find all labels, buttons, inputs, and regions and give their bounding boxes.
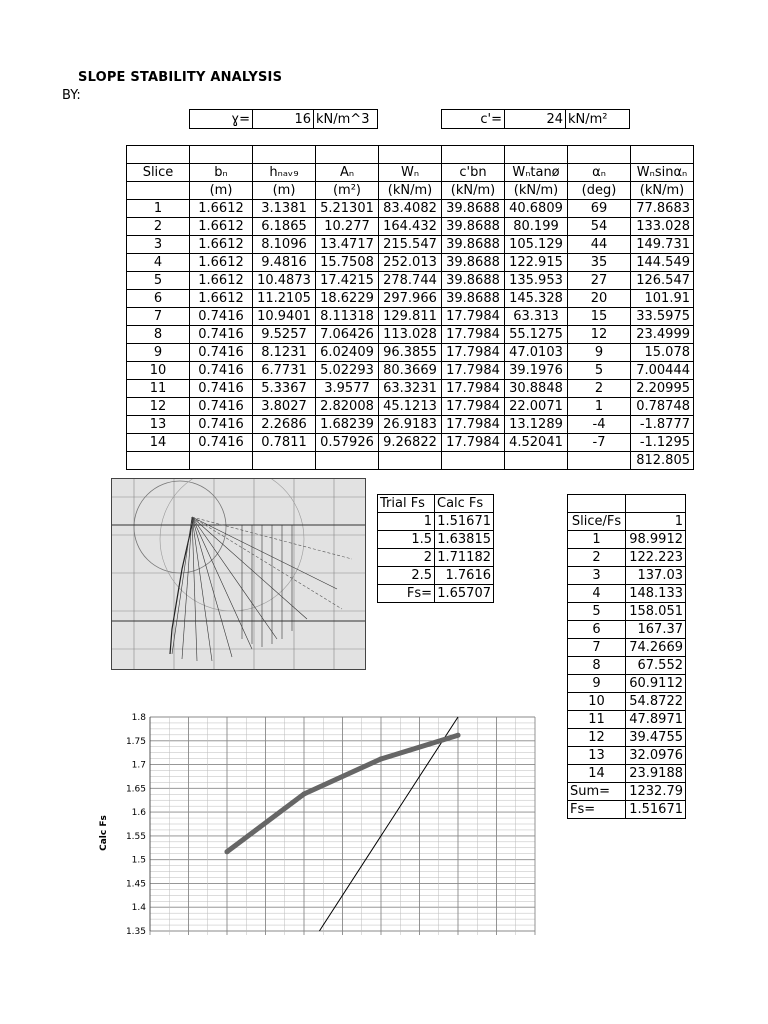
y-tick-label: 1.65 bbox=[125, 784, 146, 795]
column-header: Aₙ bbox=[316, 164, 379, 182]
table-row bbox=[127, 200, 694, 218]
blank-cell bbox=[505, 452, 568, 470]
table-cell: 10.9401 bbox=[253, 308, 316, 326]
table-cell: 40.6809 bbox=[505, 200, 568, 218]
table-cell: 6 bbox=[127, 290, 190, 308]
y-tick-label: 1.55 bbox=[125, 831, 146, 842]
table-cell: 1.6612 bbox=[190, 254, 253, 272]
table-cell: 39.1976 bbox=[505, 362, 568, 380]
trial-final-cell: Fs= bbox=[378, 585, 435, 603]
slice-header: 1 bbox=[626, 513, 686, 531]
table-cell: 17.7984 bbox=[442, 344, 505, 362]
table-row bbox=[127, 434, 694, 452]
column-unit: (kN/m) bbox=[379, 182, 442, 200]
table-cell: 0.57926 bbox=[316, 434, 379, 452]
table-cell: 135.953 bbox=[505, 272, 568, 290]
column-unit: (deg) bbox=[568, 182, 631, 200]
slice-sum-row bbox=[568, 783, 686, 801]
slice-cell: 9 bbox=[568, 675, 626, 693]
table-cell: 3 bbox=[127, 236, 190, 254]
chart-point bbox=[379, 756, 384, 761]
column-header: c'bn bbox=[442, 164, 505, 182]
table-cell: 9 bbox=[568, 344, 631, 362]
slice-cell: 167.37 bbox=[626, 621, 686, 639]
table-cell: 5 bbox=[568, 362, 631, 380]
slice-cell: 98.9912 bbox=[626, 531, 686, 549]
table-cell: 0.7416 bbox=[190, 416, 253, 434]
slice-cell: 2 bbox=[568, 549, 626, 567]
blank-cell bbox=[442, 146, 505, 164]
slice-fs-row bbox=[568, 801, 686, 819]
table-cell: 8.1096 bbox=[253, 236, 316, 254]
table-cell: 17.7984 bbox=[442, 326, 505, 344]
slice-row bbox=[568, 603, 686, 621]
chart-y-axis-label: Calc Fs bbox=[99, 815, 109, 851]
table-cell: 18.6229 bbox=[316, 290, 379, 308]
table-row bbox=[127, 236, 694, 254]
table-cell: 0.7416 bbox=[190, 308, 253, 326]
blank-cell bbox=[379, 452, 442, 470]
trial-row bbox=[378, 531, 494, 549]
trial-header: Trial Fs bbox=[378, 495, 435, 513]
table-cell: 10 bbox=[127, 362, 190, 380]
slice-cell: 8 bbox=[568, 657, 626, 675]
table-cell: 5.21301 bbox=[316, 200, 379, 218]
slice-row bbox=[568, 549, 686, 567]
slice-cell: 67.552 bbox=[626, 657, 686, 675]
table-cell: 1.6612 bbox=[190, 272, 253, 290]
slice-cell: 23.9188 bbox=[626, 765, 686, 783]
table-cell: 10.4873 bbox=[253, 272, 316, 290]
table-cell: 39.8688 bbox=[442, 236, 505, 254]
table-row bbox=[127, 290, 694, 308]
chart-y-tick-labels bbox=[126, 713, 146, 937]
table-cell: 5.02293 bbox=[316, 362, 379, 380]
slice-cell: 74.2669 bbox=[626, 639, 686, 657]
table-cell: -7 bbox=[568, 434, 631, 452]
table-cell: 13.1289 bbox=[505, 416, 568, 434]
table-cell: 17.7984 bbox=[442, 380, 505, 398]
table-cell: 144.549 bbox=[631, 254, 694, 272]
table-cell: 3.1381 bbox=[253, 200, 316, 218]
table-cell: 1.6612 bbox=[190, 200, 253, 218]
trial-header: Calc Fs bbox=[435, 495, 494, 513]
slice-cell: 11 bbox=[568, 711, 626, 729]
slice-cell: 148.133 bbox=[626, 585, 686, 603]
slice-cell: 1 bbox=[568, 531, 626, 549]
chart-point bbox=[225, 849, 230, 854]
table-cell: 0.7416 bbox=[190, 326, 253, 344]
table-row bbox=[127, 272, 694, 290]
slice-row bbox=[568, 729, 686, 747]
table-cell: 6.7731 bbox=[253, 362, 316, 380]
table-cell: 17.7984 bbox=[442, 362, 505, 380]
table-cell: 9.4816 bbox=[253, 254, 316, 272]
y-tick-label: 1.5 bbox=[131, 855, 146, 866]
table-cell: 149.731 bbox=[631, 236, 694, 254]
slice-cell: 5 bbox=[568, 603, 626, 621]
slice-blank-row bbox=[568, 495, 686, 513]
table-row bbox=[127, 398, 694, 416]
table-cell: 63.313 bbox=[505, 308, 568, 326]
table-cell: 278.744 bbox=[379, 272, 442, 290]
table-cell: 3.9577 bbox=[316, 380, 379, 398]
cohesion-table bbox=[441, 109, 630, 129]
slice-cell: 47.8971 bbox=[626, 711, 686, 729]
chart-point bbox=[456, 733, 461, 738]
trial-cell: 1 bbox=[378, 513, 435, 531]
slice-cell: 158.051 bbox=[626, 603, 686, 621]
table-cell: 1.68239 bbox=[316, 416, 379, 434]
table-cell: 297.966 bbox=[379, 290, 442, 308]
table-cell: 47.0103 bbox=[505, 344, 568, 362]
trial-cell: 1.71182 bbox=[435, 549, 494, 567]
table-row bbox=[127, 218, 694, 236]
table-cell: 11 bbox=[127, 380, 190, 398]
table-cell: 1.6612 bbox=[190, 290, 253, 308]
y-tick-label: 1.75 bbox=[125, 736, 146, 747]
table-cell: 39.8688 bbox=[442, 218, 505, 236]
table-cell: 14 bbox=[127, 434, 190, 452]
column-header: αₙ bbox=[568, 164, 631, 182]
table-cell: 22.0071 bbox=[505, 398, 568, 416]
slice-row bbox=[568, 657, 686, 675]
table-row bbox=[127, 308, 694, 326]
table-cell: -1.8777 bbox=[631, 416, 694, 434]
table-cell: 17.7984 bbox=[442, 416, 505, 434]
table-cell: 10.277 bbox=[316, 218, 379, 236]
table-row-blank bbox=[127, 146, 694, 164]
trial-row bbox=[378, 513, 494, 531]
trial-row bbox=[378, 567, 494, 585]
y-tick-label: 1.45 bbox=[125, 879, 146, 890]
column-unit: (kN/m) bbox=[442, 182, 505, 200]
trial-cell: 1.5 bbox=[378, 531, 435, 549]
table-total-row bbox=[127, 452, 694, 470]
blank-cell bbox=[253, 146, 316, 164]
table-cell: 0.7416 bbox=[190, 362, 253, 380]
slice-cell: 7 bbox=[568, 639, 626, 657]
table-cell: 13 bbox=[127, 416, 190, 434]
blank-cell bbox=[316, 146, 379, 164]
chart-point bbox=[302, 791, 307, 796]
table-cell: 2 bbox=[568, 380, 631, 398]
slice-cell: 137.03 bbox=[626, 567, 686, 585]
y-tick-label: 1.35 bbox=[125, 927, 146, 937]
y-tick-label: 1.4 bbox=[131, 903, 146, 914]
trial-cell: 2 bbox=[378, 549, 435, 567]
y-tick-label: 1.6 bbox=[131, 808, 146, 819]
table-cell: 96.3855 bbox=[379, 344, 442, 362]
slice-fs-row-value: 1.51671 bbox=[626, 801, 686, 819]
total-cell: 812.805 bbox=[631, 452, 694, 470]
trial-cell: 2.5 bbox=[378, 567, 435, 585]
gamma-table bbox=[189, 109, 378, 129]
blank-cell bbox=[190, 146, 253, 164]
blank-cell bbox=[379, 146, 442, 164]
blank-cell bbox=[626, 495, 686, 513]
table-cell: 5.3367 bbox=[253, 380, 316, 398]
trial-header-row bbox=[378, 495, 494, 513]
slice-header-row bbox=[568, 513, 686, 531]
table-row bbox=[127, 362, 694, 380]
slice-cell: 39.4755 bbox=[626, 729, 686, 747]
slice-sum-row-label: Sum= bbox=[568, 783, 626, 801]
table-cell: 17.7984 bbox=[442, 398, 505, 416]
slice-cell: 12 bbox=[568, 729, 626, 747]
cohesion-value[interactable]: 24 bbox=[505, 110, 566, 129]
table-cell: 133.028 bbox=[631, 218, 694, 236]
slice-header: Slice/Fs bbox=[568, 513, 626, 531]
table-units-row bbox=[127, 182, 694, 200]
table-cell: 113.028 bbox=[379, 326, 442, 344]
trial-final-row bbox=[378, 585, 494, 603]
column-header: bₙ bbox=[190, 164, 253, 182]
table-cell: 35 bbox=[568, 254, 631, 272]
table-cell: 26.9183 bbox=[379, 416, 442, 434]
table-cell: 80.3669 bbox=[379, 362, 442, 380]
table-cell: 8 bbox=[127, 326, 190, 344]
table-cell: 12 bbox=[568, 326, 631, 344]
table-cell: 8.1231 bbox=[253, 344, 316, 362]
table-row bbox=[127, 380, 694, 398]
slice-row bbox=[568, 711, 686, 729]
slice-calculation-table bbox=[126, 145, 694, 470]
slice-row bbox=[568, 693, 686, 711]
column-unit bbox=[127, 182, 190, 200]
table-cell: 0.78748 bbox=[631, 398, 694, 416]
table-cell: 6.02409 bbox=[316, 344, 379, 362]
blank-cell bbox=[505, 146, 568, 164]
chart-grid bbox=[150, 717, 535, 935]
table-cell: 39.8688 bbox=[442, 272, 505, 290]
table-cell: 9.5257 bbox=[253, 326, 316, 344]
table-cell: -1.1295 bbox=[631, 434, 694, 452]
table-cell: 129.811 bbox=[379, 308, 442, 326]
blank-cell bbox=[127, 146, 190, 164]
y-tick-label: 1.7 bbox=[131, 760, 146, 771]
column-unit: (kN/m) bbox=[631, 182, 694, 200]
table-cell: 145.328 bbox=[505, 290, 568, 308]
table-cell: 0.7416 bbox=[190, 344, 253, 362]
table-cell: 83.4082 bbox=[379, 200, 442, 218]
table-cell: 0.7416 bbox=[190, 380, 253, 398]
blank-cell bbox=[190, 452, 253, 470]
table-cell: 9.26822 bbox=[379, 434, 442, 452]
table-cell: 5 bbox=[127, 272, 190, 290]
slice-cell: 3 bbox=[568, 567, 626, 585]
table-cell: -4 bbox=[568, 416, 631, 434]
slice-row bbox=[568, 747, 686, 765]
table-cell: 7.06426 bbox=[316, 326, 379, 344]
table-cell: 0.7416 bbox=[190, 398, 253, 416]
trial-final-cell: 1.65707 bbox=[435, 585, 494, 603]
table-cell: 33.5975 bbox=[631, 308, 694, 326]
table-row bbox=[127, 254, 694, 272]
table-cell: 7.00444 bbox=[631, 362, 694, 380]
slice-cell: 4 bbox=[568, 585, 626, 603]
slice-row bbox=[568, 567, 686, 585]
blank-cell bbox=[631, 146, 694, 164]
trial-fs-table bbox=[377, 494, 494, 603]
column-header: Slice bbox=[127, 164, 190, 182]
table-cell: 17.7984 bbox=[442, 308, 505, 326]
table-header-row bbox=[127, 164, 694, 182]
table-cell: 6.1865 bbox=[253, 218, 316, 236]
table-cell: 105.129 bbox=[505, 236, 568, 254]
table-cell: 39.8688 bbox=[442, 254, 505, 272]
column-header: Wₙtanø bbox=[505, 164, 568, 182]
table-cell: 69 bbox=[568, 200, 631, 218]
table-cell: 2 bbox=[127, 218, 190, 236]
table-cell: 27 bbox=[568, 272, 631, 290]
page-title: SLOPE STABILITY ANALYSIS bbox=[78, 70, 283, 85]
y-tick-label: 1.8 bbox=[131, 713, 146, 723]
table-cell: 122.915 bbox=[505, 254, 568, 272]
table-cell: 4.52041 bbox=[505, 434, 568, 452]
table-cell: 15 bbox=[568, 308, 631, 326]
slice-row bbox=[568, 585, 686, 603]
slice-row bbox=[568, 675, 686, 693]
slice-cell: 54.8722 bbox=[626, 693, 686, 711]
table-row bbox=[127, 326, 694, 344]
table-cell: 54 bbox=[568, 218, 631, 236]
trial-cell: 1.63815 bbox=[435, 531, 494, 549]
table-cell: 7 bbox=[127, 308, 190, 326]
table-cell: 11.2105 bbox=[253, 290, 316, 308]
table-cell: 1 bbox=[568, 398, 631, 416]
cohesion-label: c'= bbox=[442, 110, 505, 129]
blank-cell bbox=[253, 452, 316, 470]
column-header: Wₙsinαₙ bbox=[631, 164, 694, 182]
blank-cell bbox=[568, 495, 626, 513]
table-cell: 13.4717 bbox=[316, 236, 379, 254]
gamma-unit: kN/m^3 bbox=[314, 110, 378, 129]
table-cell: 3.8027 bbox=[253, 398, 316, 416]
column-unit: (m²) bbox=[316, 182, 379, 200]
table-cell: 215.547 bbox=[379, 236, 442, 254]
table-cell: 101.91 bbox=[631, 290, 694, 308]
slice-row bbox=[568, 765, 686, 783]
slice-cell: 14 bbox=[568, 765, 626, 783]
table-cell: 39.8688 bbox=[442, 200, 505, 218]
slice-cell: 10 bbox=[568, 693, 626, 711]
slice-cell: 13 bbox=[568, 747, 626, 765]
table-cell: 0.7811 bbox=[253, 434, 316, 452]
slice-row bbox=[568, 531, 686, 549]
table-cell: 8.11318 bbox=[316, 308, 379, 326]
table-cell: 2.20995 bbox=[631, 380, 694, 398]
table-cell: 44 bbox=[568, 236, 631, 254]
slice-cell: 6 bbox=[568, 621, 626, 639]
table-cell: 4 bbox=[127, 254, 190, 272]
column-header: Wₙ bbox=[379, 164, 442, 182]
table-cell: 2.82008 bbox=[316, 398, 379, 416]
table-cell: 164.432 bbox=[379, 218, 442, 236]
table-cell: 1.6612 bbox=[190, 218, 253, 236]
table-cell: 15.7508 bbox=[316, 254, 379, 272]
table-cell: 12 bbox=[127, 398, 190, 416]
slope-diagram-drawing bbox=[112, 479, 365, 669]
table-cell: 252.013 bbox=[379, 254, 442, 272]
table-cell: 39.8688 bbox=[442, 290, 505, 308]
slice-cell: 122.223 bbox=[626, 549, 686, 567]
blank-cell bbox=[127, 452, 190, 470]
table-cell: 30.8848 bbox=[505, 380, 568, 398]
by-label: BY: bbox=[62, 88, 81, 103]
table-row bbox=[127, 344, 694, 362]
column-unit: (kN/m) bbox=[505, 182, 568, 200]
table-cell: 15.078 bbox=[631, 344, 694, 362]
slope-diagram-image bbox=[111, 478, 366, 670]
table-cell: 2.2686 bbox=[253, 416, 316, 434]
slice-cell: 60.9112 bbox=[626, 675, 686, 693]
blank-cell bbox=[568, 452, 631, 470]
slice-row bbox=[568, 621, 686, 639]
table-cell: 80.199 bbox=[505, 218, 568, 236]
table-cell: 0.7416 bbox=[190, 434, 253, 452]
calc-fs-chart bbox=[90, 705, 550, 945]
gamma-value[interactable]: 16 bbox=[253, 110, 314, 129]
slice-sum-row-value: 1232.79 bbox=[626, 783, 686, 801]
slice-row bbox=[568, 639, 686, 657]
table-cell: 1 bbox=[127, 200, 190, 218]
table-cell: 55.1275 bbox=[505, 326, 568, 344]
blank-cell bbox=[568, 146, 631, 164]
trial-row bbox=[378, 549, 494, 567]
slice-cell: 32.0976 bbox=[626, 747, 686, 765]
table-cell: 45.1213 bbox=[379, 398, 442, 416]
blank-cell bbox=[442, 452, 505, 470]
slice-fs-table bbox=[567, 494, 686, 819]
table-cell: 77.8683 bbox=[631, 200, 694, 218]
table-cell: 63.3231 bbox=[379, 380, 442, 398]
blank-cell bbox=[316, 452, 379, 470]
table-cell: 23.4999 bbox=[631, 326, 694, 344]
column-unit: (m) bbox=[253, 182, 316, 200]
column-unit: (m) bbox=[190, 182, 253, 200]
table-cell: 20 bbox=[568, 290, 631, 308]
trial-cell: 1.7616 bbox=[435, 567, 494, 585]
cohesion-unit: kN/m² bbox=[566, 110, 630, 129]
table-cell: 9 bbox=[127, 344, 190, 362]
table-cell: 17.4215 bbox=[316, 272, 379, 290]
column-header: hₙₐᵥ₉ bbox=[253, 164, 316, 182]
trial-cell: 1.51671 bbox=[435, 513, 494, 531]
slice-fs-row-label: Fs= bbox=[568, 801, 626, 819]
table-cell: 126.547 bbox=[631, 272, 694, 290]
table-row bbox=[127, 416, 694, 434]
gamma-label: ɣ= bbox=[190, 110, 253, 129]
table-cell: 1.6612 bbox=[190, 236, 253, 254]
table-cell: 17.7984 bbox=[442, 434, 505, 452]
